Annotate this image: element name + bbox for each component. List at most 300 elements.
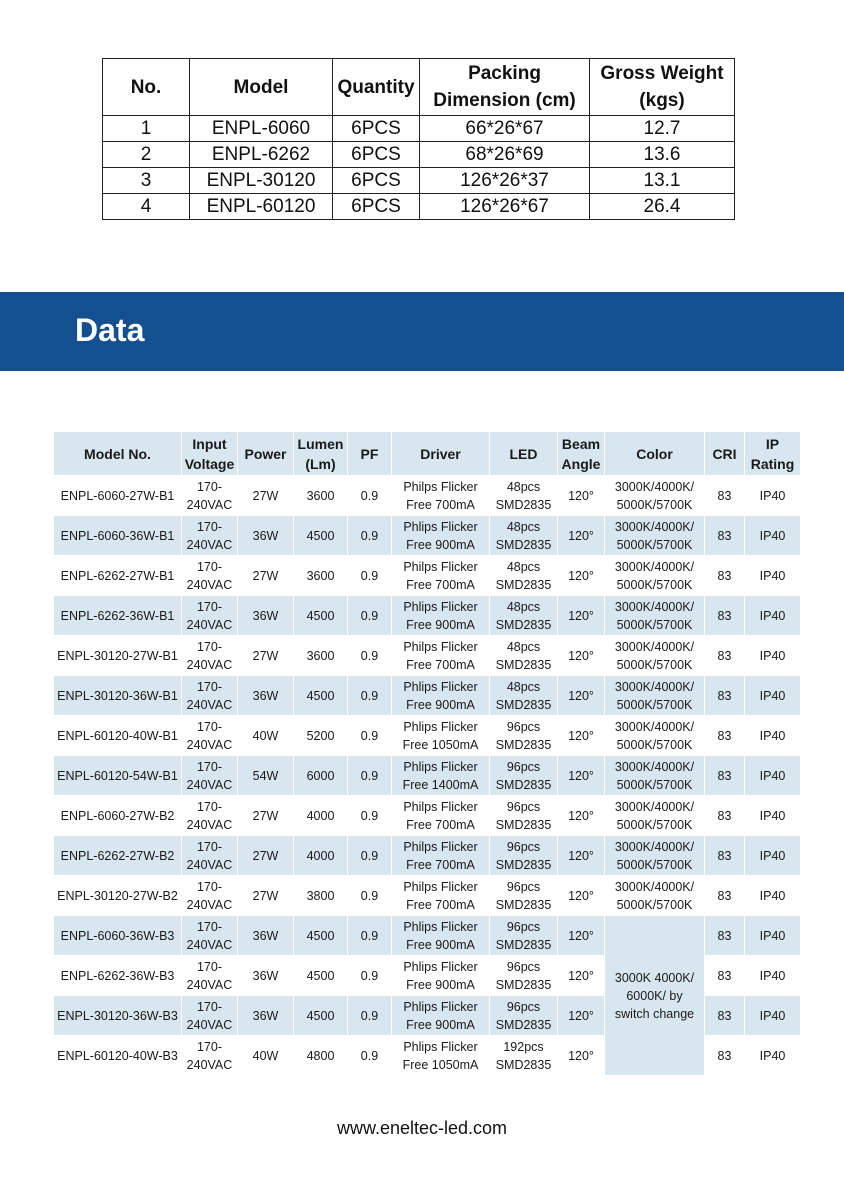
spec-cell-cri-line1: 83 [717,928,732,943]
spec-cell-input-voltage [182,636,238,676]
spec-cell-pf-line1: 0.9 [360,968,379,983]
spec-cell-pf [348,1036,392,1076]
packing-cell-no: 4 [103,194,190,220]
spec-cell-power [238,1036,294,1076]
packing-header-model: Model [190,59,333,116]
spec-cell-driver-line2: Free 900mA [406,977,475,992]
spec-cell-lumen-line1: 3600 [306,568,335,583]
spec-cell-cri-line1: 83 [717,568,732,583]
spec-cell-driver-line1: Phlips Flicker [403,959,478,974]
spec-cell-ip-rating-line1: IP40 [759,768,786,783]
spec-cell-driver-line2: Free 900mA [406,617,475,632]
spec-cell-color-line1: 3000K/4000K/ [614,479,695,494]
spec-cell-input-voltage-line2: 240VAC [186,577,233,592]
spec-header-cri: CRI [705,432,745,476]
spec-cell-pf [348,596,392,636]
spec-cell-model [54,596,182,636]
spec-cell-beam-angle [558,676,605,716]
spec-cell-input-voltage-line1: 170- [196,1039,223,1054]
spec-cell-ip-rating [745,516,801,556]
spec-cell-beam-angle-line1: 120° [568,688,594,703]
spec-cell-power [238,516,294,556]
spec-cell-lumen [294,996,348,1036]
spec-cell-led [490,516,558,556]
spec-cell-model-line1: ENPL-60120-40W-B1 [57,728,178,743]
spec-cell-driver-line2: Free 700mA [406,497,475,512]
spec-cell-pf-line1: 0.9 [360,568,379,583]
spec-cell-led-line2: SMD2835 [495,777,552,792]
spec-cell-color [605,556,705,596]
spec-cell-led-line2: SMD2835 [495,497,552,512]
packing-cell-dimension: 68*26*69 [420,142,590,168]
spec-cell-cri-line1: 83 [717,648,732,663]
packing-row [103,116,735,142]
spec-cell-ip-rating [745,916,801,956]
spec-cell-lumen-line1: 4500 [306,968,335,983]
packing-cell-weight: 13.6 [590,142,735,168]
spec-cell-ip-rating-line1: IP40 [759,648,786,663]
spec-cell-led-line2: SMD2835 [495,817,552,832]
spec-cell-input-voltage [182,916,238,956]
spec-cell-driver-line2: Free 1050mA [402,737,479,752]
spec-cell-color-line2: 5000K/5700K [616,817,693,832]
spec-cell-input-voltage-line2: 240VAC [186,537,233,552]
packing-header-quantity: Quantity [333,59,420,116]
spec-cell-lumen [294,916,348,956]
spec-cell-model [54,716,182,756]
spec-cell-beam-angle [558,876,605,916]
spec-cell-color [605,836,705,876]
spec-cell-color-line1: 3000K/4000K/ [614,799,695,814]
spec-cell-input-voltage-line2: 240VAC [186,617,233,632]
spec-cell-beam-angle [558,716,605,756]
spec-cell-input-voltage-line2: 240VAC [186,697,233,712]
spec-cell-driver-line2: Free 900mA [406,537,475,552]
spec-cell-model [54,796,182,836]
spec-cell-pf-line1: 0.9 [360,928,379,943]
spec-header-led: LED [490,432,558,476]
spec-cell-input-voltage-line1: 170- [196,559,223,574]
spec-cell-beam-angle [558,1036,605,1076]
spec-cell-cri [705,836,745,876]
footer-url: www.eneltec-led.com [336,1118,508,1138]
spec-cell-model [54,1036,182,1076]
spec-cell-led [490,916,558,956]
packing-cell-dimension: 126*26*67 [420,194,590,220]
spec-cell-lumen [294,956,348,996]
spec-cell-input-voltage-line2: 240VAC [186,737,233,752]
spec-cell-driver-line2: Free 1400mA [402,777,479,792]
spec-cell-cri-line1: 83 [717,848,732,863]
spec-cell-ip-rating [745,876,801,916]
spec-cell-led [490,1036,558,1076]
spec-cell-color [605,716,705,756]
packing-header-weight-line2: (kgs) [639,90,685,111]
spec-row [54,716,801,756]
spec-cell-cri [705,1036,745,1076]
spec-row [54,876,801,916]
spec-cell-led [490,716,558,756]
spec-cell-beam-angle [558,556,605,596]
spec-cell-lumen [294,556,348,596]
spec-cell-model-line1: ENPL-30120-27W-B1 [57,648,178,663]
spec-cell-cri-line1: 83 [717,488,732,503]
spec-header-pf: PF [348,432,392,476]
spec-cell-pf [348,876,392,916]
packing-cell-weight: 13.1 [590,168,735,194]
spec-cell-pf [348,996,392,1036]
packing-header-dimension [420,59,590,116]
spec-cell-lumen-line1: 6000 [306,768,335,783]
spec-cell-input-voltage [182,596,238,636]
spec-cell-ip-rating [745,716,801,756]
spec-cell-cri [705,596,745,636]
spec-cell-lumen-line1: 3600 [306,648,335,663]
spec-cell-pf [348,676,392,716]
spec-cell-input-voltage-line1: 170- [196,919,223,934]
spec-cell-model [54,476,182,516]
spec-cell-lumen [294,836,348,876]
spec-cell-cri-line1: 83 [717,1048,732,1063]
spec-cell-driver [392,716,490,756]
spec-header-lumen-line2: (Lm) [305,455,336,472]
spec-cell-color-line1: 3000K/4000K/ [614,879,695,894]
spec-cell-input-voltage-line1: 170- [196,679,223,694]
spec-cell-pf [348,516,392,556]
spec-cell-input-voltage-line1: 170- [196,959,223,974]
section-banner [0,292,844,371]
spec-cell-led [490,876,558,916]
spec-cell-driver [392,756,490,796]
spec-cell-led-line1: 48pcs [506,479,541,494]
spec-cell-ip-rating-line1: IP40 [759,728,786,743]
spec-cell-pf-line1: 0.9 [360,768,379,783]
spec-cell-beam-angle-line1: 120° [568,728,594,743]
spec-cell-power-line1: 27W [252,568,279,583]
spec-cell-power-line1: 27W [252,648,279,663]
spec-cell-driver-line2: Free 700mA [406,657,475,672]
spec-cell-driver-line2: Free 700mA [406,817,475,832]
spec-cell-beam-angle [558,796,605,836]
spec-cell-driver-line2: Free 700mA [406,577,475,592]
spec-cell-beam-angle [558,996,605,1036]
spec-cell-beam-angle [558,476,605,516]
spec-header-beam-line2: Angle [561,455,601,472]
spec-cell-driver-line1: Philps Flicker [403,479,478,494]
spec-cell-color-switch [605,916,705,1076]
spec-cell-lumen-line1: 4500 [306,688,335,703]
spec-cell-pf-line1: 0.9 [360,888,379,903]
spec-cell-ip-rating-line1: IP40 [759,928,786,943]
spec-cell-cri [705,956,745,996]
spec-cell-color [605,796,705,836]
spec-cell-pf [348,956,392,996]
packing-cell-quantity: 6PCS [333,168,420,194]
spec-cell-pf-line1: 0.9 [360,728,379,743]
spec-cell-beam-angle-line1: 120° [568,608,594,623]
spec-cell-cri-line1: 83 [717,888,732,903]
spec-cell-led-line2: SMD2835 [495,1057,552,1072]
spec-cell-driver-line1: Philps Flicker [403,879,478,894]
spec-cell-power-line1: 40W [252,1048,279,1063]
packing-cell-quantity: 6PCS [333,194,420,220]
spec-cell-driver [392,676,490,716]
spec-table-body [54,476,801,1076]
spec-cell-ip-rating [745,556,801,596]
spec-cell-power [238,476,294,516]
spec-cell-driver-line2: Free 900mA [406,937,475,952]
spec-cell-lumen [294,476,348,516]
spec-cell-led [490,996,558,1036]
packing-table-body [103,116,735,220]
spec-row [54,476,801,516]
spec-cell-driver-line1: Phlips Flicker [403,919,478,934]
spec-cell-led-line1: 96pcs [506,999,541,1014]
spec-cell-input-voltage-line2: 240VAC [186,977,233,992]
spec-cell-model-line1: ENPL-6060-36W-B1 [60,528,175,543]
spec-header-lumen-line1: Lumen [297,435,344,452]
spec-cell-color-line2: 5000K/5700K [616,497,693,512]
spec-cell-driver [392,1036,490,1076]
spec-cell-input-voltage [182,476,238,516]
spec-header-lumen [294,432,348,476]
spec-cell-led [490,796,558,836]
spec-cell-input-voltage [182,876,238,916]
spec-cell-color-line1: 3000K/4000K/ [614,559,695,574]
spec-cell-lumen [294,516,348,556]
spec-cell-lumen-line1: 4500 [306,608,335,623]
spec-cell-ip-rating [745,756,801,796]
spec-cell-lumen [294,756,348,796]
spec-cell-beam-angle-line1: 120° [568,848,594,863]
spec-cell-driver-line1: Phlips Flicker [403,759,478,774]
spec-cell-ip-rating-line1: IP40 [759,848,786,863]
spec-cell-input-voltage-line2: 240VAC [186,817,233,832]
spec-cell-color-switch-line2: 6000K/ by [626,988,683,1003]
spec-cell-beam-angle-line1: 120° [568,888,594,903]
spec-cell-led [490,956,558,996]
spec-cell-power-line1: 27W [252,808,279,823]
spec-cell-driver [392,796,490,836]
spec-cell-ip-rating [745,476,801,516]
spec-cell-driver [392,956,490,996]
spec-cell-color-line2: 5000K/5700K [616,777,693,792]
spec-cell-ip-rating-line1: IP40 [759,888,786,903]
spec-cell-led-line2: SMD2835 [495,697,552,712]
spec-row [54,636,801,676]
spec-cell-pf-line1: 0.9 [360,688,379,703]
spec-cell-color [605,636,705,676]
spec-cell-driver-line1: Phlips Flicker [403,679,478,694]
packing-header-weight-line1: Gross Weight [600,63,724,84]
spec-cell-ip-rating [745,596,801,636]
spec-cell-beam-angle [558,836,605,876]
spec-cell-input-voltage [182,1036,238,1076]
spec-cell-driver-line1: Phlips Flicker [403,599,478,614]
packing-cell-model: ENPL-60120 [190,194,333,220]
spec-cell-power-line1: 27W [252,488,279,503]
spec-cell-led-line2: SMD2835 [495,897,552,912]
spec-cell-driver-line1: Phlips Flicker [403,719,478,734]
spec-cell-pf-line1: 0.9 [360,848,379,863]
spec-cell-color [605,516,705,556]
spec-cell-led-line1: 192pcs [503,1039,544,1054]
spec-cell-input-voltage-line1: 170- [196,799,223,814]
spec-cell-power-line1: 27W [252,888,279,903]
spec-cell-power-line1: 27W [252,848,279,863]
spec-cell-pf-line1: 0.9 [360,608,379,623]
spec-cell-power [238,676,294,716]
spec-cell-lumen-line1: 3600 [306,488,335,503]
spec-row [54,596,801,636]
spec-cell-power [238,996,294,1036]
spec-cell-pf [348,716,392,756]
spec-cell-power [238,956,294,996]
spec-cell-beam-angle-line1: 120° [568,768,594,783]
spec-cell-pf [348,916,392,956]
spec-cell-model-line1: ENPL-30120-36W-B3 [57,1008,178,1023]
spec-cell-power [238,796,294,836]
spec-cell-led-line2: SMD2835 [495,857,552,872]
spec-cell-driver-line1: Phlips Flicker [403,999,478,1014]
spec-cell-driver [392,596,490,636]
packing-cell-no: 3 [103,168,190,194]
spec-cell-input-voltage-line1: 170- [196,879,223,894]
spec-cell-ip-rating [745,676,801,716]
spec-cell-cri [705,716,745,756]
spec-cell-driver-line1: Philps Flicker [403,799,478,814]
spec-cell-power-line1: 36W [252,1008,279,1023]
spec-cell-power [238,876,294,916]
spec-cell-power-line1: 54W [252,768,279,783]
spec-cell-model-line1: ENPL-6262-36W-B1 [60,608,175,623]
spec-cell-driver [392,876,490,916]
spec-cell-beam-angle [558,756,605,796]
spec-cell-driver-line1: Philps Flicker [403,839,478,854]
spec-cell-lumen-line1: 5200 [306,728,335,743]
spec-cell-lumen-line1: 4500 [306,1008,335,1023]
spec-cell-color-line2: 5000K/5700K [616,617,693,632]
spec-cell-pf [348,476,392,516]
spec-cell-input-voltage-line1: 170- [196,759,223,774]
spec-cell-lumen-line1: 3800 [306,888,335,903]
spec-cell-beam-angle-line1: 120° [568,648,594,663]
packing-header-weight [590,59,735,116]
spec-cell-input-voltage-line2: 240VAC [186,1017,233,1032]
spec-header-model: Model No. [54,432,182,476]
spec-cell-input-voltage-line1: 170- [196,519,223,534]
spec-cell-color [605,676,705,716]
spec-cell-model-line1: ENPL-30120-27W-B2 [57,888,178,903]
spec-cell-model-line1: ENPL-6262-27W-B2 [60,848,175,863]
spec-cell-lumen [294,796,348,836]
spec-header-input-line2: Voltage [184,455,235,472]
spec-cell-cri-line1: 83 [717,528,732,543]
spec-cell-led-line1: 48pcs [506,639,541,654]
spec-cell-ip-rating-line1: IP40 [759,488,786,503]
spec-cell-input-voltage [182,516,238,556]
spec-cell-led-line1: 48pcs [506,519,541,534]
spec-cell-power [238,636,294,676]
spec-cell-led [490,476,558,516]
spec-cell-color-switch-line1: 3000K 4000K/ [614,970,695,985]
spec-cell-power [238,596,294,636]
spec-cell-cri [705,516,745,556]
spec-cell-led-line2: SMD2835 [495,537,552,552]
spec-cell-model [54,676,182,716]
spec-cell-driver [392,636,490,676]
spec-header-color: Color [605,432,705,476]
spec-header-beam-line1: Beam [561,435,601,452]
packing-row [103,142,735,168]
section-title: Data [75,312,145,348]
packing-cell-quantity: 6PCS [333,142,420,168]
spec-cell-ip-rating-line1: IP40 [759,968,786,983]
spec-cell-ip-rating [745,796,801,836]
spec-cell-input-voltage-line2: 240VAC [186,937,233,952]
spec-cell-model [54,916,182,956]
spec-cell-color-line2: 5000K/5700K [616,737,693,752]
spec-cell-input-voltage-line2: 240VAC [186,897,233,912]
spec-cell-input-voltage-line2: 240VAC [186,497,233,512]
spec-cell-cri [705,676,745,716]
spec-cell-power-line1: 36W [252,608,279,623]
spec-cell-cri [705,996,745,1036]
spec-cell-cri-line1: 83 [717,688,732,703]
spec-cell-color-line1: 3000K/4000K/ [614,639,695,654]
packing-row [103,168,735,194]
spec-cell-driver-line2: Free 1050mA [402,1057,479,1072]
packing-cell-model: ENPL-6060 [190,116,333,142]
spec-cell-beam-angle-line1: 120° [568,568,594,583]
spec-cell-pf-line1: 0.9 [360,808,379,823]
spec-cell-cri-line1: 83 [717,768,732,783]
spec-cell-led [490,636,558,676]
spec-cell-cri [705,876,745,916]
spec-cell-cri-line1: 83 [717,728,732,743]
spec-cell-lumen-line1: 4500 [306,528,335,543]
spec-cell-ip-rating-line1: IP40 [759,568,786,583]
spec-cell-pf-line1: 0.9 [360,528,379,543]
spec-cell-led-line1: 96pcs [506,759,541,774]
spec-header-ip-rating [745,432,801,476]
spec-cell-beam-angle [558,516,605,556]
spec-header-input-voltage [182,432,238,476]
spec-cell-lumen-line1: 4800 [306,1048,335,1063]
packing-cell-weight: 12.7 [590,116,735,142]
spec-cell-color-line2: 5000K/5700K [616,537,693,552]
spec-cell-input-voltage-line2: 240VAC [186,857,233,872]
spec-cell-model [54,996,182,1036]
spec-cell-power [238,556,294,596]
spec-cell-model [54,516,182,556]
spec-cell-lumen-line1: 4500 [306,928,335,943]
spec-cell-model-line1: ENPL-6262-27W-B1 [60,568,175,583]
spec-cell-model-line1: ENPL-60120-40W-B3 [57,1048,178,1063]
spec-cell-input-voltage [182,796,238,836]
spec-cell-color-line1: 3000K/4000K/ [614,719,695,734]
spec-cell-beam-angle-line1: 120° [568,968,594,983]
spec-row [54,756,801,796]
spec-cell-input-voltage-line1: 170- [196,719,223,734]
spec-cell-ip-rating-line1: IP40 [759,1048,786,1063]
packing-cell-model: ENPL-6262 [190,142,333,168]
spec-cell-color-line1: 3000K/4000K/ [614,519,695,534]
spec-cell-driver-line1: Phlips Flicker [403,1039,478,1054]
spec-cell-ip-rating-line1: IP40 [759,1008,786,1023]
spec-cell-led [490,756,558,796]
spec-cell-cri [705,916,745,956]
